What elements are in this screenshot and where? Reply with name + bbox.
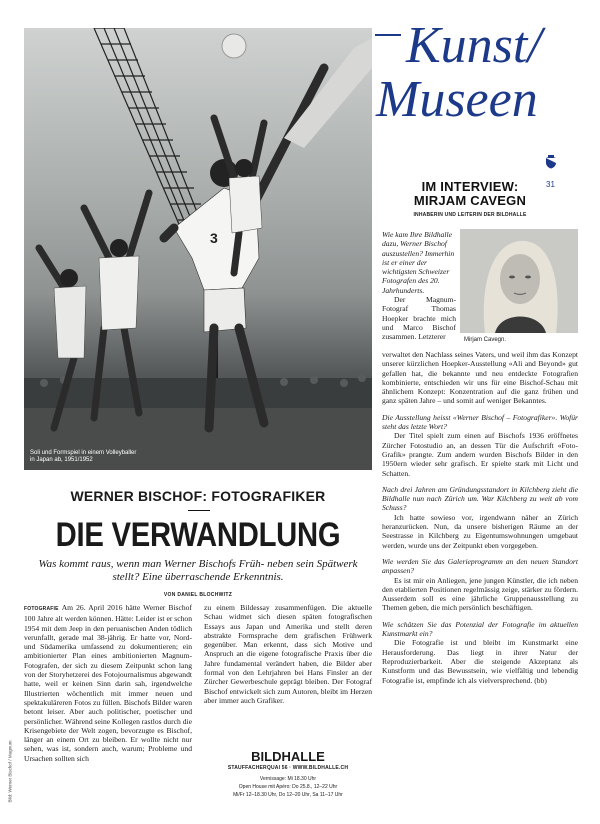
article-deck: Was kommt raus, wenn man Werner Bischofs Früh- neben sein Spätwerk stellt? Eine überraschende Erkenntnis. xyxy=(38,558,358,583)
article-text-2: zu einem Bildessay zusammenfügen. Die aktuelle Schau widmet sich diesen späten fotografischen Essays aus Japan und Amerika und stellt deren abstrakte Formsprache dem grafischen Frühwerk gegenüber. Man erkennt, dass sich Motive und Anspruch an die eigene fotografische Praxis über die Jahre fundamental verändert haben, die Bilder aber formal von den Lehrjahren bei Hans Finsler an der Zürcher Gewerbeschule geprägt bleiben. Der Fotograf Bischof entwickelt sich zum Autoren, bleibt im Herzen aber immer auch Grafiker. xyxy=(204,603,372,705)
question-2: Die Ausstellung heisst «Werner Bischof – Fotografiker». Wofür steht das letzte Wort? xyxy=(382,412,578,432)
answer-5: Die Fotografie ist und bleibt im Kunstmarkt eine Herausforderung. Das liegt in ihrer Natur der Reproduzierbarkeit. Aber die steigende Akzeptanz als Kunstform und das Bewusstsein, wie vielfältig und lebendig Fotografie ist, empfinde ich als vielversprechend. (bb) xyxy=(382,638,578,685)
interview-intro xyxy=(382,230,456,342)
page-number: 31 xyxy=(546,180,555,189)
photo-illustration xyxy=(24,28,372,470)
article-rubric: FOTOGRAFIE xyxy=(24,606,59,612)
venue-hours: Mi/Fr 12–18.30 Uhr, Do 12–20 Uhr, Sa 11–17 Uhr xyxy=(233,792,343,798)
article-byline: VON DANIEL BLOCHWITZ xyxy=(163,592,233,598)
svg-text:3: 3 xyxy=(210,230,218,246)
interview-subtitle: INHABERIN UND LEITERIN DER BILDHALLE xyxy=(413,212,527,218)
photo-caption: Soli und Formspiel in einem Volleyballer in Japan ab, 1951/1952 xyxy=(30,450,137,463)
article-column-2 xyxy=(204,603,372,705)
question-5: Wie schätzen Sie das Potenzial der Fotografie im aktuellen Kunstmarkt ein? xyxy=(382,619,578,639)
venue-address: STAUFFACHERQUAI 56 · WWW.BILDHALLE.CH xyxy=(227,765,349,771)
article-headline: DIE VERWANDLUNG xyxy=(55,516,341,554)
article-kicker: WERNER BISCHOF: FOTOGRAFIKER xyxy=(70,488,326,504)
section-title: Kunst/ Museen xyxy=(376,17,542,128)
venue-name: BILDHALLE xyxy=(251,749,325,764)
article-text-1: Am 26. April 2016 hätte Werner Bischof 100 Jahre alt werden können. Hätte: Leider ist er schon 1954 mit dem Jeep in den peruanischen Anden tödlich verunfallt, gerade mal 38-jährig. Er hatte vor, Nord- und Südamerika umfassend zu dokumentieren; ein ambitionierter Plan eines ambitionierten Magnum-Fotografen, der sich zu diesem Zeitpunkt schon lang von der Storyhetzerei des Fotojournalismus abgewandt hatte, weil er keinen Sinn darin sah, irgendwelche Illustrierten wöchentlich mit immer neuen und spektakuläreren Fotos zu füllen. Bischofs Bilder waren betont leiser. Aber auch politischer, poetischer und persönlicher. Während seine Kollegen rastlos durch die Krisengebiete der Welt zogen, bevorzugte es Bischof, länger an einem Ort zu bleiben. Er wollte nicht nur sehen, was ist, sondern auch, warum; Probleme und Ursachen sollten sich xyxy=(24,603,192,763)
answer-1-cont: verwaltet den Nachlass seines Vaters, und weil ihm das Konzept unserer kürzlichen Hoepker-Ausstellung «Ali and Beyond» gut gefallen hat, die bekannte und neu entdeckte Fotografien kombinierte, entschieden wir uns für eine Bischof-Schau mit ähnlichem Konzept: Konzentration auf die ganz frühen und ganz späten Jahre – und somit auf weniger Bekanntes. xyxy=(382,350,578,406)
interview-title: IM INTERVIEW: MIRJAM CAVEGN xyxy=(413,179,527,208)
volleyball-photo xyxy=(24,28,372,470)
ball-icon xyxy=(222,34,246,58)
answer-1-start: Der Magnum-Fotograf Thomas Hoepker brachte mich und Marco Bischof zusammen. Letzterer xyxy=(382,295,456,342)
portrait-caption: Mirjam Cavegn. xyxy=(464,337,507,343)
question-4: Wie werden Sie das Galerieprogramm an den neuen Standort anpassen? xyxy=(382,556,578,576)
answer-3: Ich hatte sowieso vor, irgendwann näher an Zürich heranzurücken. Nun, da unsere bisherigen Räume an der Seestrasse in Kilchberg zu Eigentumswohnungen umgebaut werden, wurde uns der Zeitpunkt eben vorgegeben. xyxy=(382,512,578,550)
kicker-rule xyxy=(188,510,210,511)
portrait-photo xyxy=(460,229,578,333)
answer-4: Es ist mir ein Anliegen, jene jungen Künstler, die ich neben den etablierten Positionen regelmässig zeige, stärker zu fördern. Ausserdem soll es eine jährliche Gruppenausstellung zu Themen geben, die mich persönlich beschäftigen. xyxy=(382,575,578,613)
question-1: Wie kam Ihre Bildhalle dazu, Werner Bischof auszustellen? Immerhin ist er einer der wichtigsten Schweizer Fotografen des 20. Jahrhunderts. xyxy=(382,230,455,295)
answer-2: Der Titel spielt zum einen auf Bischofs 1936 eröffnetes Zürcher Fotostudio an, an dessen Tür die Aufschrift «Foto-Grafik» prangte. Zum andern wurden Bischofs Bilder in den 1950ern wieder sehr grafisch. Er spielte stark mit Licht und Schatten. xyxy=(382,431,578,478)
venue-open-house: Open House mit Apéro: Do 25.8., 12–22 Uhr xyxy=(238,784,338,790)
zurich-crest-icon xyxy=(545,155,557,169)
interview-body xyxy=(382,350,578,685)
article-column-1 xyxy=(24,603,192,763)
question-3: Nach drei Jahren am Gründungsstandort in Kilchberg zieht die Bildhalle nun nach Zürich um. War Kilchberg zu weit ab vom Schuss? xyxy=(382,484,578,513)
venue-vernissage: Vernissage: Mi 18.30 Uhr xyxy=(259,776,317,782)
photo-credit: Bild: Werner Bischof / Magnum xyxy=(7,740,13,803)
